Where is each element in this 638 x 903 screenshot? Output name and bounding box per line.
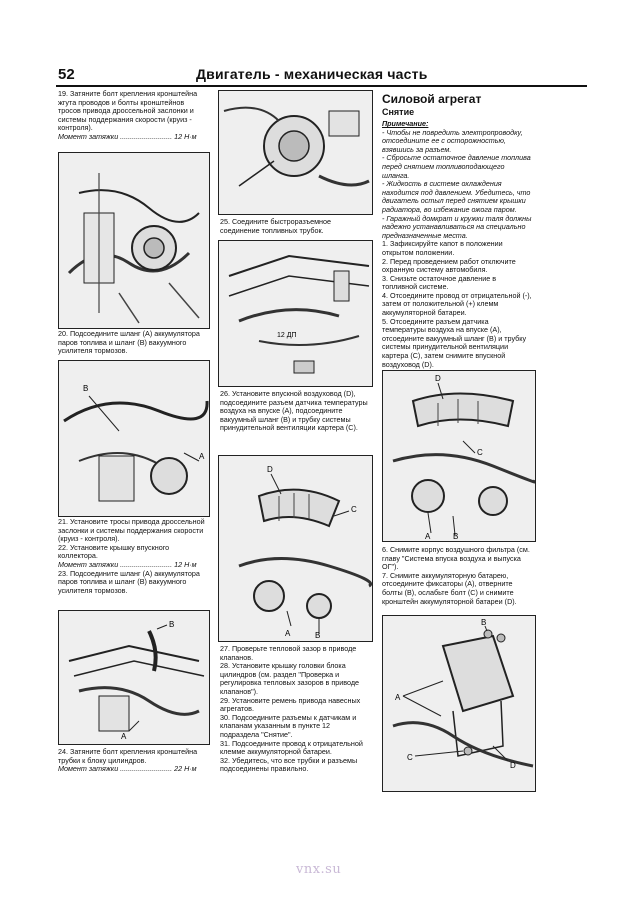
figure-5-label-d: D [435,374,441,383]
step-21-text: 21. Установите тросы привода дроссельной заслонки и системы поддержания скорости (круиз - контроля). [58,517,205,544]
figure-5-drawing [383,371,535,541]
figure-26 [218,455,373,642]
step-20-text: 20. Подсоедините шланг (A) аккумулятора паров топлива и шланг (B) вакуумного усилителя тормозов. [58,329,200,356]
figure-25-drawing [219,241,372,386]
step-5-text: 5. Отсоедините разъем датчика температуры воздуха на впуске (A), отсоедините вакуумный шланг (B) и трубку системы принудительной вентиляции картера (C), затем снимите впускной воздуховод (D). [382,316,527,369]
torque-24: Момент затяжки .......................... 22 Н·м [58,764,197,774]
figure-24 [218,90,373,215]
step-30-text: 30. Подсоедините разъемы к датчикам и клапанам указанным в пункте 12 подраздела "Снятие". [220,712,357,739]
figure-26-label-c: C [351,505,357,514]
step-26 [220,390,370,433]
step-32-text: 32. Убедитесь, что все трубки и разъемы подсоединены правильно. [220,755,358,774]
figure-20 [58,360,210,517]
steps-21-23 [58,518,208,595]
page-number: 52 [58,66,75,83]
step-27-text: 27. Проверьте тепловой зазор в приводе клапанов. [220,644,357,662]
step-19 [58,90,208,142]
step-22-text: 22. Установите крышку впускного коллектора. [58,542,170,561]
removal-notes [382,120,532,369]
figure-7 [382,615,536,792]
figure-7-drawing [383,616,535,791]
step-26-text: 26. Установите впускной воздуховод (D), подсоедините разъем датчика температуры воздуха на впуске (A), подсоедините вакуумный шланг (B) и трубку системы принудительной вентиляции картера (C). [220,389,368,433]
torque-22: Момент затяжки .......................... 12 Н·м [58,559,197,569]
step-23-text: 23. Подсоедините шланг (A) аккумулятора паров топлива и шланг (B) вакуумного усилителя тормозов. [58,568,200,595]
figure-25 [218,240,373,387]
figure-23-label-b: B [169,620,175,629]
figure-26-drawing [219,456,372,641]
section-title: Силовой агрегат [382,92,482,106]
header-rule [56,85,587,87]
figure-26-label-b: B [315,631,321,640]
figure-7-label-a: A [395,693,401,702]
note-heading: Примечание: [382,119,429,128]
step-25 [220,218,370,235]
steps-27-32 [220,645,370,774]
figure-5-label-b: B [453,532,459,541]
step-1-text: 1. Зафиксируйте капот в положении открытом положении. [382,239,503,257]
subsection-title: Снятие [382,107,415,117]
figure-5-label-a: A [425,532,431,541]
step-25-text: 25. Соедините быстроразъемное соединение топливных трубок. [220,217,332,235]
figure-20-drawing [59,361,209,516]
step-24-text: 24. Затяните болт крепления кронштейна трубки к блоку цилиндров. [58,747,198,765]
figure-7-label-c: C [407,753,413,762]
step-20 [58,330,208,356]
note-1: - Чтобы не повредить электропроводку, отсоедините ее с осторожностью, взявшись за разъем. [382,127,523,154]
figure-24-drawing [219,91,372,214]
steps-6-7 [382,546,534,606]
figure-23-label-a: A [121,732,127,741]
step-29-text: 29. Установите ремень привода навесных агрегатов. [220,695,361,714]
step-24 [58,748,208,774]
step-19-text: 19. Затяните болт крепления кронштейна жгута проводов и болты кронштейнов тросов привода дроссельной заслонки и системы поддержания скорости (круиз - контроля). [58,89,198,133]
note-4: - Гаражный домкрат и кружки таля должны надежно устанавливаться на специально предназначенные места. [382,213,532,240]
step-3-text: 3. Снизьте остаточное давление в топливной системе. [382,273,497,292]
watermark: vnx.su [296,862,342,877]
figure-19-drawing [59,153,209,328]
figure-26-label-d: D [267,465,273,474]
step-2-text: 2. Перед проведением работ отключите охранную систему автомобиля. [382,256,516,275]
figure-23-drawing [59,611,209,744]
figure-20-label-a: A [199,452,205,461]
figure-25-code: 12 ДП [277,332,297,339]
torque-19: Момент затяжки .......................... 12 Н·м [58,131,197,141]
chapter-title: Двигатель - механическая часть [196,66,428,82]
step-6-text: 6. Снимите корпус воздушного фильтра (см. главу "Система впуска воздуха и выпуска ОГ"). [382,545,530,572]
figure-26-label-a: A [285,629,291,638]
figure-7-label-b: B [481,618,487,627]
figure-7-label-d: D [510,761,516,770]
figure-5-label-c: C [477,448,483,457]
note-2: - Сбросьте остаточное давление топлива перед снятием топливоподающего шланга. [382,153,531,180]
figure-20-label-b: B [83,384,89,393]
step-4-text: 4. Отсоедините провод от отрицательной (-), затем от положительной (+) клемм аккумуляторной батареи. [382,290,532,318]
figure-19 [58,152,210,329]
note-3: - Жидкость в системе охлаждения находится под давлением. Убедитесь, что двигатель остыл перед снятием крышки радиатора, во избежание ожога паром. [382,179,531,214]
figure-23 [58,610,210,745]
figure-5 [382,370,536,542]
step-28-text: 28. Установите крышку головки блока цилиндров (см. раздел "Проверка и регулировка тепловых зазоров в приводе клапанов"). [220,661,360,696]
step-7-text: 7. Снимите аккумуляторную батарею, отсоедините фиксаторы (A), отверните болты (B), ослабьте болт (C) и снимите кронштейн аккумуляторной батареи (D). [382,570,517,606]
step-31-text: 31. Подсоедините провод к отрицательной клемме аккумуляторной батареи. [220,738,363,757]
